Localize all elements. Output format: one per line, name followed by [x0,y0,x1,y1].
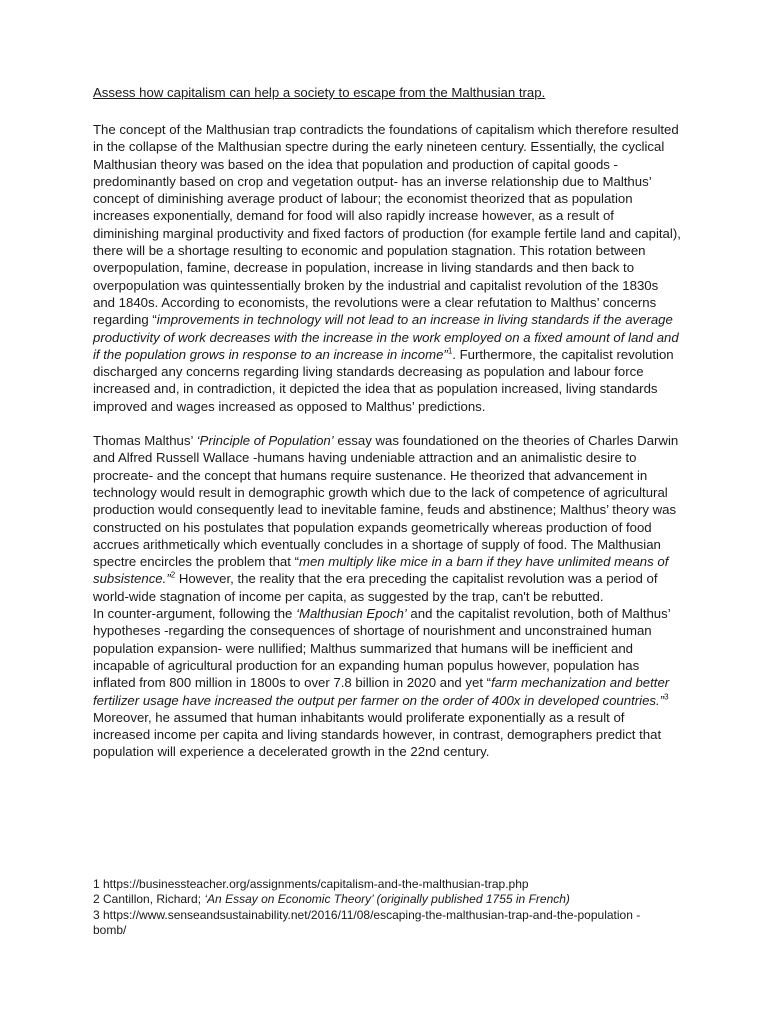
italic-text: ” [166,571,171,587]
text-run: Moreover, he assumed that human inhabitants would proliferate exponentially as a result of increased income per capita and living standards however, in contrast, demographers predict that population will experience a decelerated growth in the 22nd century. [93,709,662,760]
text-run: However, the reality that the era preceding the capitalist revolution was a period of world-wide stagnation of income per capita, as suggested by the trap, can't be rebutted. [93,571,658,604]
italic-text: ” [443,346,448,362]
footnote-3 [93,908,653,939]
document-body [93,84,683,761]
italic-text: ‘An Essay on Economic Theory’ (originally published 1755 in French) [204,892,570,907]
paragraph-1 [93,121,683,415]
italic-text: men multiply like mice in a barn if they have unlimited means of subsistence. [93,554,669,587]
text-run: 2 Cantillon, Richard; [93,892,205,907]
italic-text: ‘Malthusian Epoch’ [296,606,407,622]
text-run: 3 https://www.senseandsustainability.net/2016/11/08/escaping-the-malthusian-trap-and-the-population -bomb/ [93,907,641,937]
footnote-1 [93,877,653,892]
paragraph-gap [93,415,683,432]
italic-text: farm mechanization and better fertilizer usage have increased the output per farmer on the order of 400x in developed countries. [93,675,670,708]
text-run: The concept of the Malthusian trap contradicts the foundations of capitalism which therefore resulted in the collapse of the Malthusian spectre during the early nineteen century. Essentially, the cyclical Malthusian theory was based on the idea that population and production of capital goods -predominantly based on crop and vegetation output- has an inverse relationship due to Malthus’ concept of diminishing average product of labour; the economist theorized that as population increases exponentially, demand for food will also rapidly increase however, as a result of diminishing marginal productivity and fixed factors of production (for example fertile land and capital), there will be a shortage resulting to economic and population stagnation. This rotation between overpopulation, famine, decrease in population, increase in living standards and then back to overpopulation was quintessentially broken by the industrial and capitalist revolution of the 1830s and 1840s. According to economists, the revolutions were a clear refutation to Malthus’ concerns regarding “ [93,122,681,328]
paragraph-3 [93,605,683,761]
text-run: In counter-argument, following the [93,606,297,622]
text-run: Thomas Malthus’ [93,433,197,449]
italic-text: improvements in technology will not lead to an increase in living standards if the average productivity of work decreases with the increase in the work employed on a fixed amount of land and if the population grows in response to an increase in income [93,312,679,362]
text-run: 1 https://businessteacher.org/assignments/capitalism-and-the-malthusian-trap.php [93,877,529,891]
italic-text: ” [659,692,665,708]
italic-text: ‘Principle of Population’ [196,433,334,449]
essay-title: Assess how capitalism can help a society to escape from the Malthusian trap. [93,85,546,100]
footnote-2 [93,892,653,907]
text-run: and the capitalist revolution, both of Malthus’ hypotheses -regarding the consequences of shortage of nourishment and unconstrained human population expansion- were nullified; Malthus summarized that humans will be inefficient and incapable of agricultural production for an expanding human populus however, population has inflated from 800 million in 1800s to over 7.8 billion in 2020 and yet “ [93,606,671,691]
text-run: . Furthermore, the capitalist revolution discharged any concerns regarding living standards decreasing as population and labour force increased and, in contradiction, it depicted the idea that as population increased, living standards improved and wages increased as opposed to Malthus’ predictions. [93,346,674,414]
footnote-reference: 1 [447,346,453,356]
footnotes [93,877,653,938]
footnote-reference: 2 [170,571,176,581]
footnote-reference: 3 [664,692,669,702]
paragraph-2 [93,432,683,605]
text-run: essay was foundationed on the theories of Charles Darwin and Alfred Russell Wallace -humans having undeniable attraction and an animalistic desire to procreate- and the concept that humans require sustenance. He theorized that advancement in technology would result in demographic growth which due to the lack of competence of agricultural production would consequently lead to inevitable famine, feuds and abstinence; Malthus’ theory was constructed on his postulates that population expands geometrically whereas production of food accrues arithmetically which eventually concludes in a shortage of supply of food. The Malthusian spectre encircles the problem that “ [93,433,679,570]
